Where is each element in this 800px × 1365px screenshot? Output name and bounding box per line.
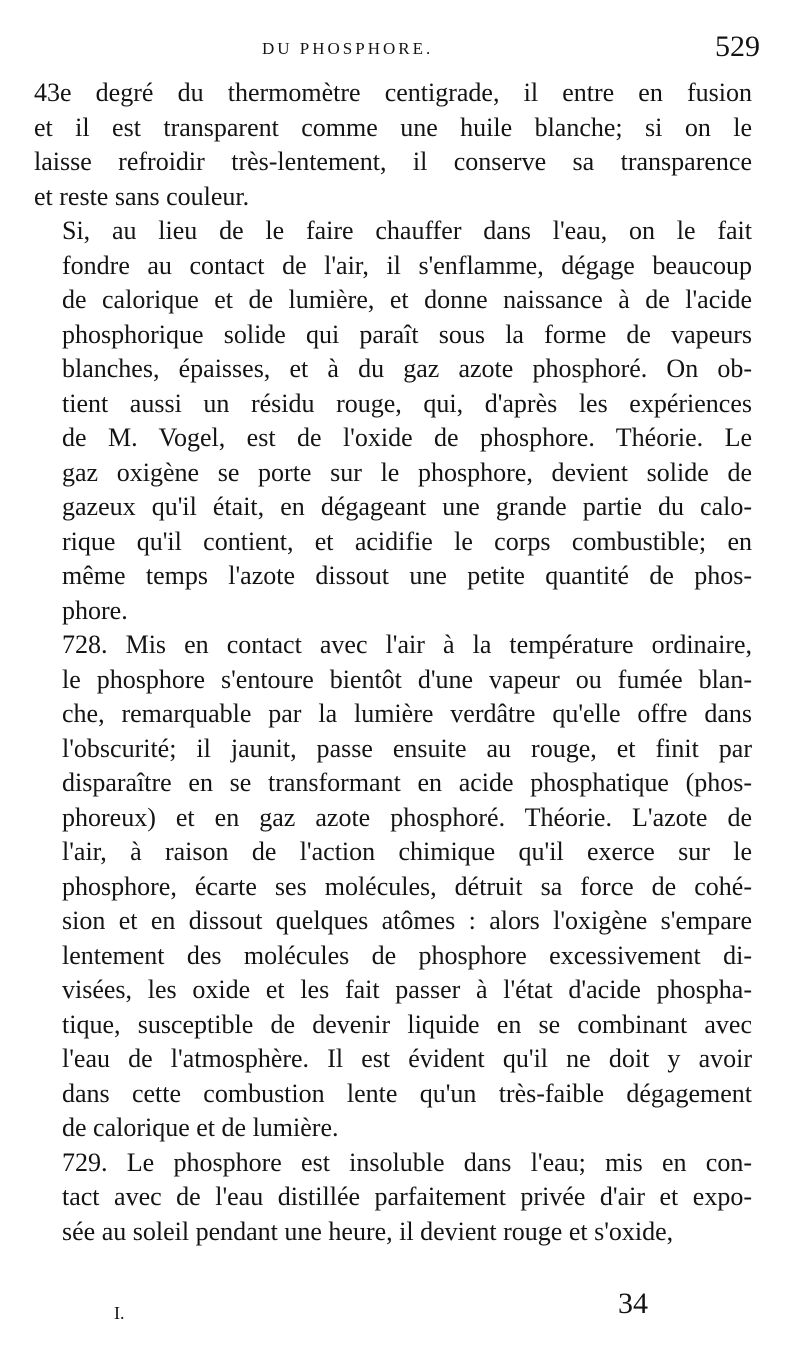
text-line: de calorique et de lumière, et donne naissance à de l'acide (62, 285, 752, 314)
text-line: che, remarquable par la lumière verdâtre qu'elle offre dans (62, 699, 752, 728)
paragraph (34, 214, 752, 628)
paragraph (34, 76, 752, 214)
text-line: sion et en dissout quelques atômes : alors l'oxigène s'empare (62, 906, 752, 935)
body-text (34, 76, 752, 1249)
text-line: gaz oxigène se porte sur le phosphore, devient solide de (62, 457, 752, 487)
page-header (34, 30, 760, 76)
page-number: 529 (715, 30, 760, 63)
text-line: 729. Le phosphore est insoluble dans l'eau; mis en con- (62, 1147, 752, 1177)
text-line: rique qu'il contient, et acidifie le corps combustible; en (62, 526, 752, 556)
text-line: dans cette combustion lente qu'un très-faible dégagement (62, 1078, 752, 1108)
text-line: lentement des molécules de phosphore excessivement di- (62, 940, 752, 970)
text-line: l'obscurité; il jaunit, passe ensuite au rouge, et finit par (62, 733, 752, 763)
signature-mark: I. (114, 1303, 125, 1323)
text-line: Si, au lieu de le faire chauffer dans l'eau, on le fait (62, 216, 752, 245)
text-line: 43e degré du thermomètre centigrade, il entre en fusion (34, 78, 752, 107)
text-line: de M. Vogel, est de l'oxide de phosphore. Théorie. Le (62, 423, 752, 452)
text-line: sée au soleil pendant une heure, il devient rouge et s'oxide, (62, 1216, 674, 1246)
text-line: tique, susceptible de devenir liquide en se combinant avec (62, 1009, 752, 1039)
text-line: tient aussi un résidu rouge, qui, d'après les expériences (62, 388, 752, 418)
paragraph (34, 1146, 752, 1250)
text-line: et reste sans couleur. (34, 181, 250, 211)
text-line: 728. Mis en contact avec l'air à la température ordinaire, (62, 630, 752, 659)
text-line: blanches, épaisses, et à du gaz azote phosphoré. On ob- (62, 354, 752, 383)
text-line: fondre au contact de l'air, il s'enflamme, dégage beaucoup (62, 250, 752, 280)
text-line: gazeux qu'il était, en dégageant une grande partie du calo- (62, 492, 752, 521)
page-footer (0, 1285, 800, 1335)
paragraph (34, 628, 752, 1146)
text-line: même temps l'azote dissout une petite quantité de phos- (62, 561, 752, 590)
sheet-number: 34 (618, 1287, 648, 1320)
text-line: visées, les oxide et les fait passer à l'état d'acide phospha- (62, 975, 752, 1004)
running-title: DU PHOSPHORE. (262, 39, 434, 58)
text-line: phoreux) et en gaz azote phosphoré. Théorie. L'azote de (62, 802, 752, 832)
text-line: et il est transparent comme une huile blanche; si on le (34, 112, 752, 142)
text-line: disparaître en se transformant en acide phosphatique (phos- (62, 768, 752, 797)
text-line: le phosphore s'entoure bientôt d'une vapeur ou fumée blan- (62, 664, 752, 694)
text-line: tact avec de l'eau distillée parfaitement privée d'air et expo- (62, 1182, 752, 1211)
text-line: phosphore, écarte ses molécules, détruit sa force de cohé- (62, 871, 752, 901)
text-line: l'air, à raison de l'action chimique qu'il exerce sur le (62, 837, 752, 866)
text-line: phore. (62, 595, 128, 625)
text-line: phosphorique solide qui paraît sous la forme de vapeurs (62, 319, 752, 349)
text-line: de calorique et de lumière. (62, 1113, 339, 1142)
text-line: laisse refroidir très-lentement, il conserve sa transparence (34, 147, 752, 176)
text-line: l'eau de l'atmosphère. Il est évident qu'il ne doit y avoir (62, 1044, 752, 1073)
